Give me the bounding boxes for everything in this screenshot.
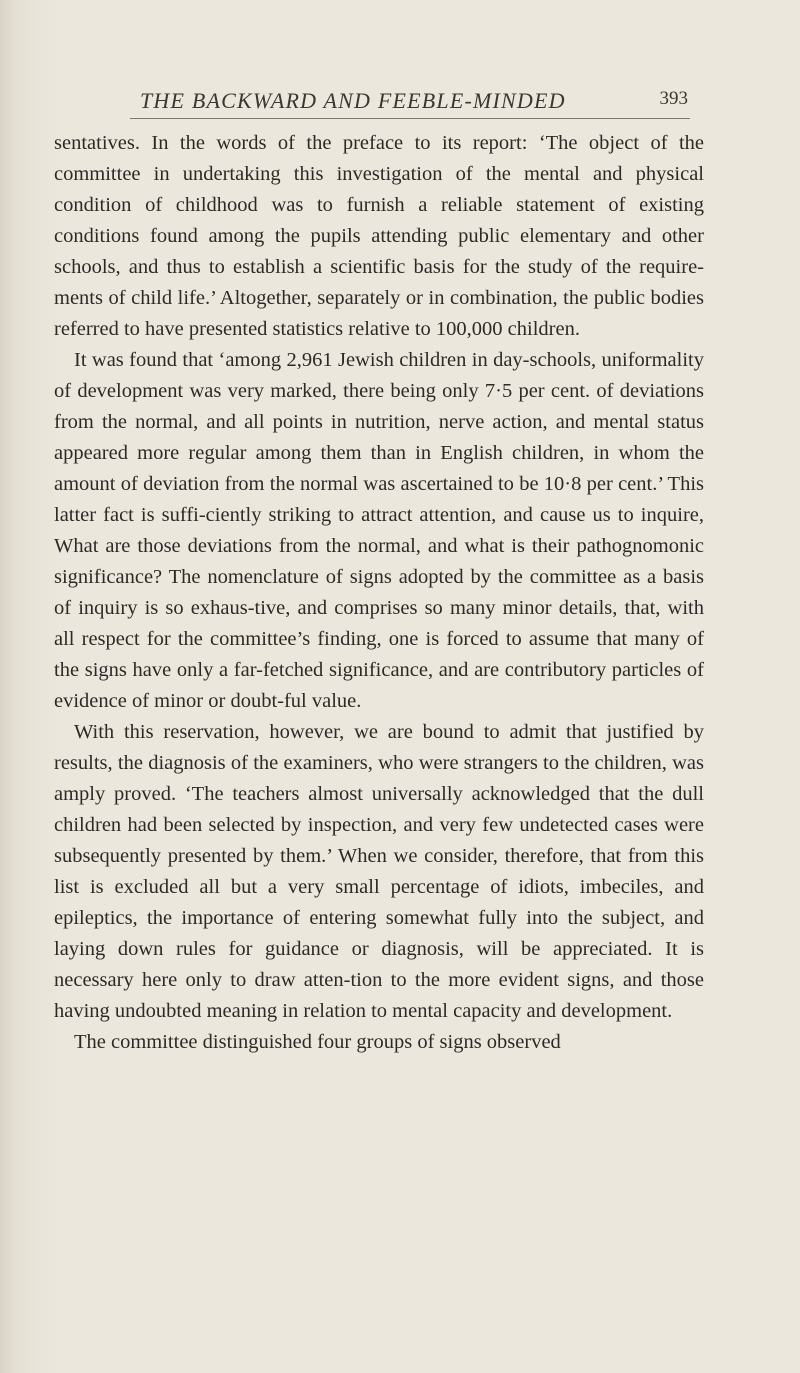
page-number: 393	[659, 88, 688, 109]
header-rule	[130, 118, 690, 119]
running-head	[140, 88, 688, 116]
paragraph-continued: sentatives. In the words of the preface to its report: ‘The object of the committee in undertaking this investigation of the mental and physical condition of childhood was to furnish a reliable statement of existing conditions found among the pupils attending public elementary and other schools, and thus to establish a scientific basis for the study of the require-ments of child life.’ Altogether, separately or in combination, the public bodies referred to have presented statistics relative to 100,000 children.	[54, 132, 704, 340]
body-text	[54, 128, 704, 1058]
paragraph: The committee distinguished four groups of signs observed	[74, 1031, 561, 1053]
paragraph: It was found that ‘among 2,961 Jewish children in day-schools, uniformality of development was very marked, there being only 7·5 per cent. of deviations from the normal, and all points in nutrition, nerve action, and mental status appeared more regular among them than in English children, in whom the amount of deviation from the normal was ascertained to be 10·8 per cent.’ This latter fact is suffi-ciently striking to attract attention, and cause us to inquire, What are those deviations from the normal, and what is their pathognomonic significance? The nomenclature of signs adopted by the committee as a basis of inquiry is so exhaus-tive, and comprises so many minor details, that, with all respect for the committee’s finding, one is forced to assume that many of the signs have only a far-fetched significance, and are contributory particles of evidence of minor or doubt-ful value.	[54, 349, 704, 712]
paragraph: With this reservation, however, we are bound to admit that justified by results, the diagnosis of the examiners, who were strangers to the children, was amply proved. ‘The teachers almost universally acknowledged that the dull children had been selected by inspection, and very few undetected cases were subsequently presented by them.’ When we consider, therefore, that from this list is excluded all but a very small percentage of idiots, imbeciles, and epileptics, the importance of entering somewhat fully into the subject, and laying down rules for guidance or diagnosis, will be appreciated. It is necessary here only to draw atten-tion to the more evident signs, and those having undoubted meaning in relation to mental capacity and development.	[54, 721, 704, 1022]
running-title: THE BACKWARD AND FEEBLE-MINDED	[140, 88, 566, 113]
